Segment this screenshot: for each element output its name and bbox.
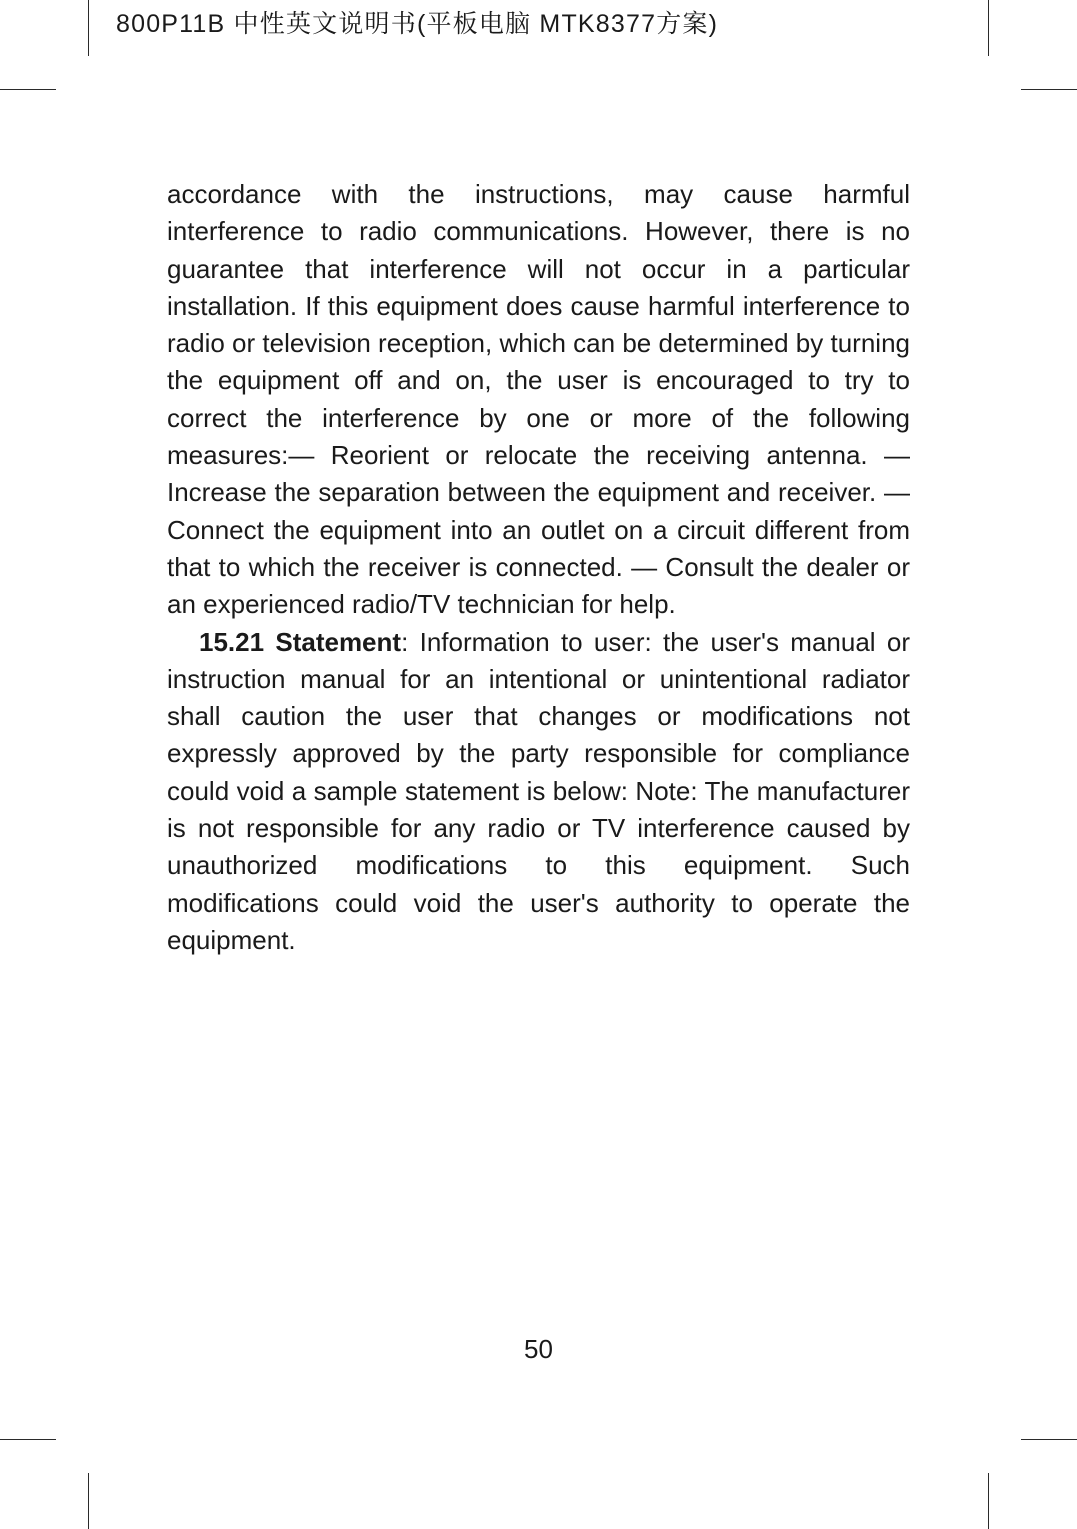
statement-text: Information to user: the user's manual or instruction manual for an intentional or unintentional radiator shall caution the user that changes or modifications not expressly approved by the party responsible for compliance could void a sample statement is below: Note: The manufacturer is not responsible for any radio or TV interference caused by unauthorized modifications to this equipment. Such modifications could void the user's authority to operate the equipment. [167,626,910,955]
document-body [167,176,910,959]
crop-mark-bottom-right-vertical [988,1473,989,1529]
crop-mark-bottom-left-vertical [88,1473,89,1529]
crop-mark-top-right-horizontal [1021,89,1077,90]
crop-mark-top-left-vertical [88,0,89,56]
statement-paragraph [167,624,910,960]
crop-mark-top-right-vertical [988,0,989,56]
document-header-title: 800P11B 中性英文说明书(平板电脑 MTK8377方案) [116,10,719,38]
fcc-interference-paragraph: accordance with the instructions, may cause harmful interference to radio communications. However, there is no guarantee that interference will not occur in a particular installation. If this equipment does cause harmful interference to radio or television reception, which can be determined by turning the equipment off and on, the user is encouraged to try to correct the interference by one or more of the following measures:— Reorient or relocate the receiving antenna. — Increase the separation between the equipment and receiver. — Connect the equipment into an outlet on a circuit different from that to which the receiver is connected. — Consult the dealer or an experienced radio/TV technician for help. [167,179,910,620]
statement-heading: 15.21 Statement [199,626,402,657]
page-number: 50 [524,1334,553,1364]
crop-mark-bottom-left-horizontal [0,1439,56,1440]
statement-colon: : [401,626,409,657]
crop-mark-bottom-right-horizontal [1021,1439,1077,1440]
crop-mark-top-left-horizontal [0,89,56,90]
